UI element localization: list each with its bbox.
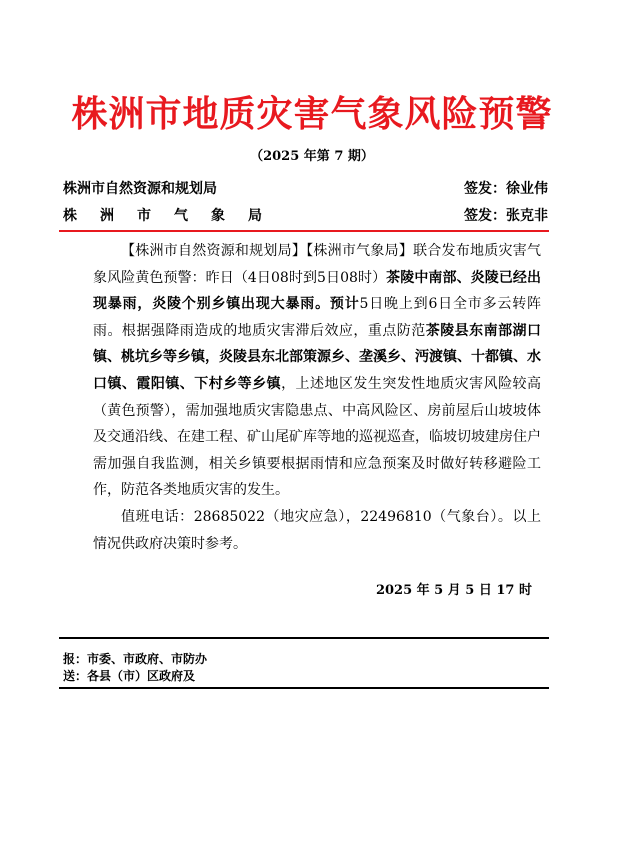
body-text-segment: 5日晚上到6日全市多云转阵雨。根据强降雨造成的地质灾害滞后效应，重点防范 <box>93 296 541 339</box>
issue-number: （2025 年第 7 期） <box>250 149 374 164</box>
body-text-segment: ，上述地区发生突发性地质灾害风险较高（黄色预警），需加强地质灾害隐患点、中高风险区、房前屋后山坡坡体及交通沿线、在建工程、矿山尾矿库等地的巡视巡查，临坡切坡建房住户需加强自我监测，相关乡镇要根据雨情和应急预案及时做好转移避险工作，防范各类地质灾害的发生。 <box>93 375 542 499</box>
body-text-emphasis: 茶陵中南部、炎陵已经出现暴雨，炎陵个别乡镇出现大暴雨。预计 <box>93 269 541 313</box>
warning-paragraph <box>93 238 541 504</box>
issuer-row <box>63 205 548 225</box>
issuer-row <box>63 178 548 198</box>
warning-body <box>93 238 541 557</box>
send-to-line: 送：各县（市）区政府及 <box>63 669 196 683</box>
footer-bottom-rule <box>59 687 549 689</box>
document-title: 株洲市地质灾害气象风险预警 <box>71 93 553 135</box>
issuer-signatory: 签发：张克非 <box>464 208 548 224</box>
issuer-signatory: 签发：徐业伟 <box>464 181 548 197</box>
report-to-line: 报：市委、市政府、市防办 <box>63 652 208 666</box>
header-divider <box>59 230 549 232</box>
issue-date: 2025 年 5 月 5 日 17 时 <box>375 583 532 598</box>
duty-phone-paragraph: 值班电话：28685022（地灾应急），22496810（气象台）。以上情况供政府决策时参考。 <box>93 508 541 552</box>
issuer-org-name: 株洲市气象局 <box>63 208 285 224</box>
body-text-emphasis: 茶陵县东南部湖口镇、桃坑乡等乡镇，炎陵县东北部策源乡、垄溪乡、沔渡镇、十都镇、水口镇、霞阳镇、下村乡等乡镇 <box>93 322 542 392</box>
body-text-segment: 【株洲市自然资源和规划局】【株洲市气象局】联合发布地质灾害气象风险黄色预警：昨日（4日08时到5日08时） <box>93 243 541 286</box>
footer-top-rule <box>59 637 549 639</box>
issuer-org-name: 株洲市自然资源和规划局 <box>63 181 217 197</box>
